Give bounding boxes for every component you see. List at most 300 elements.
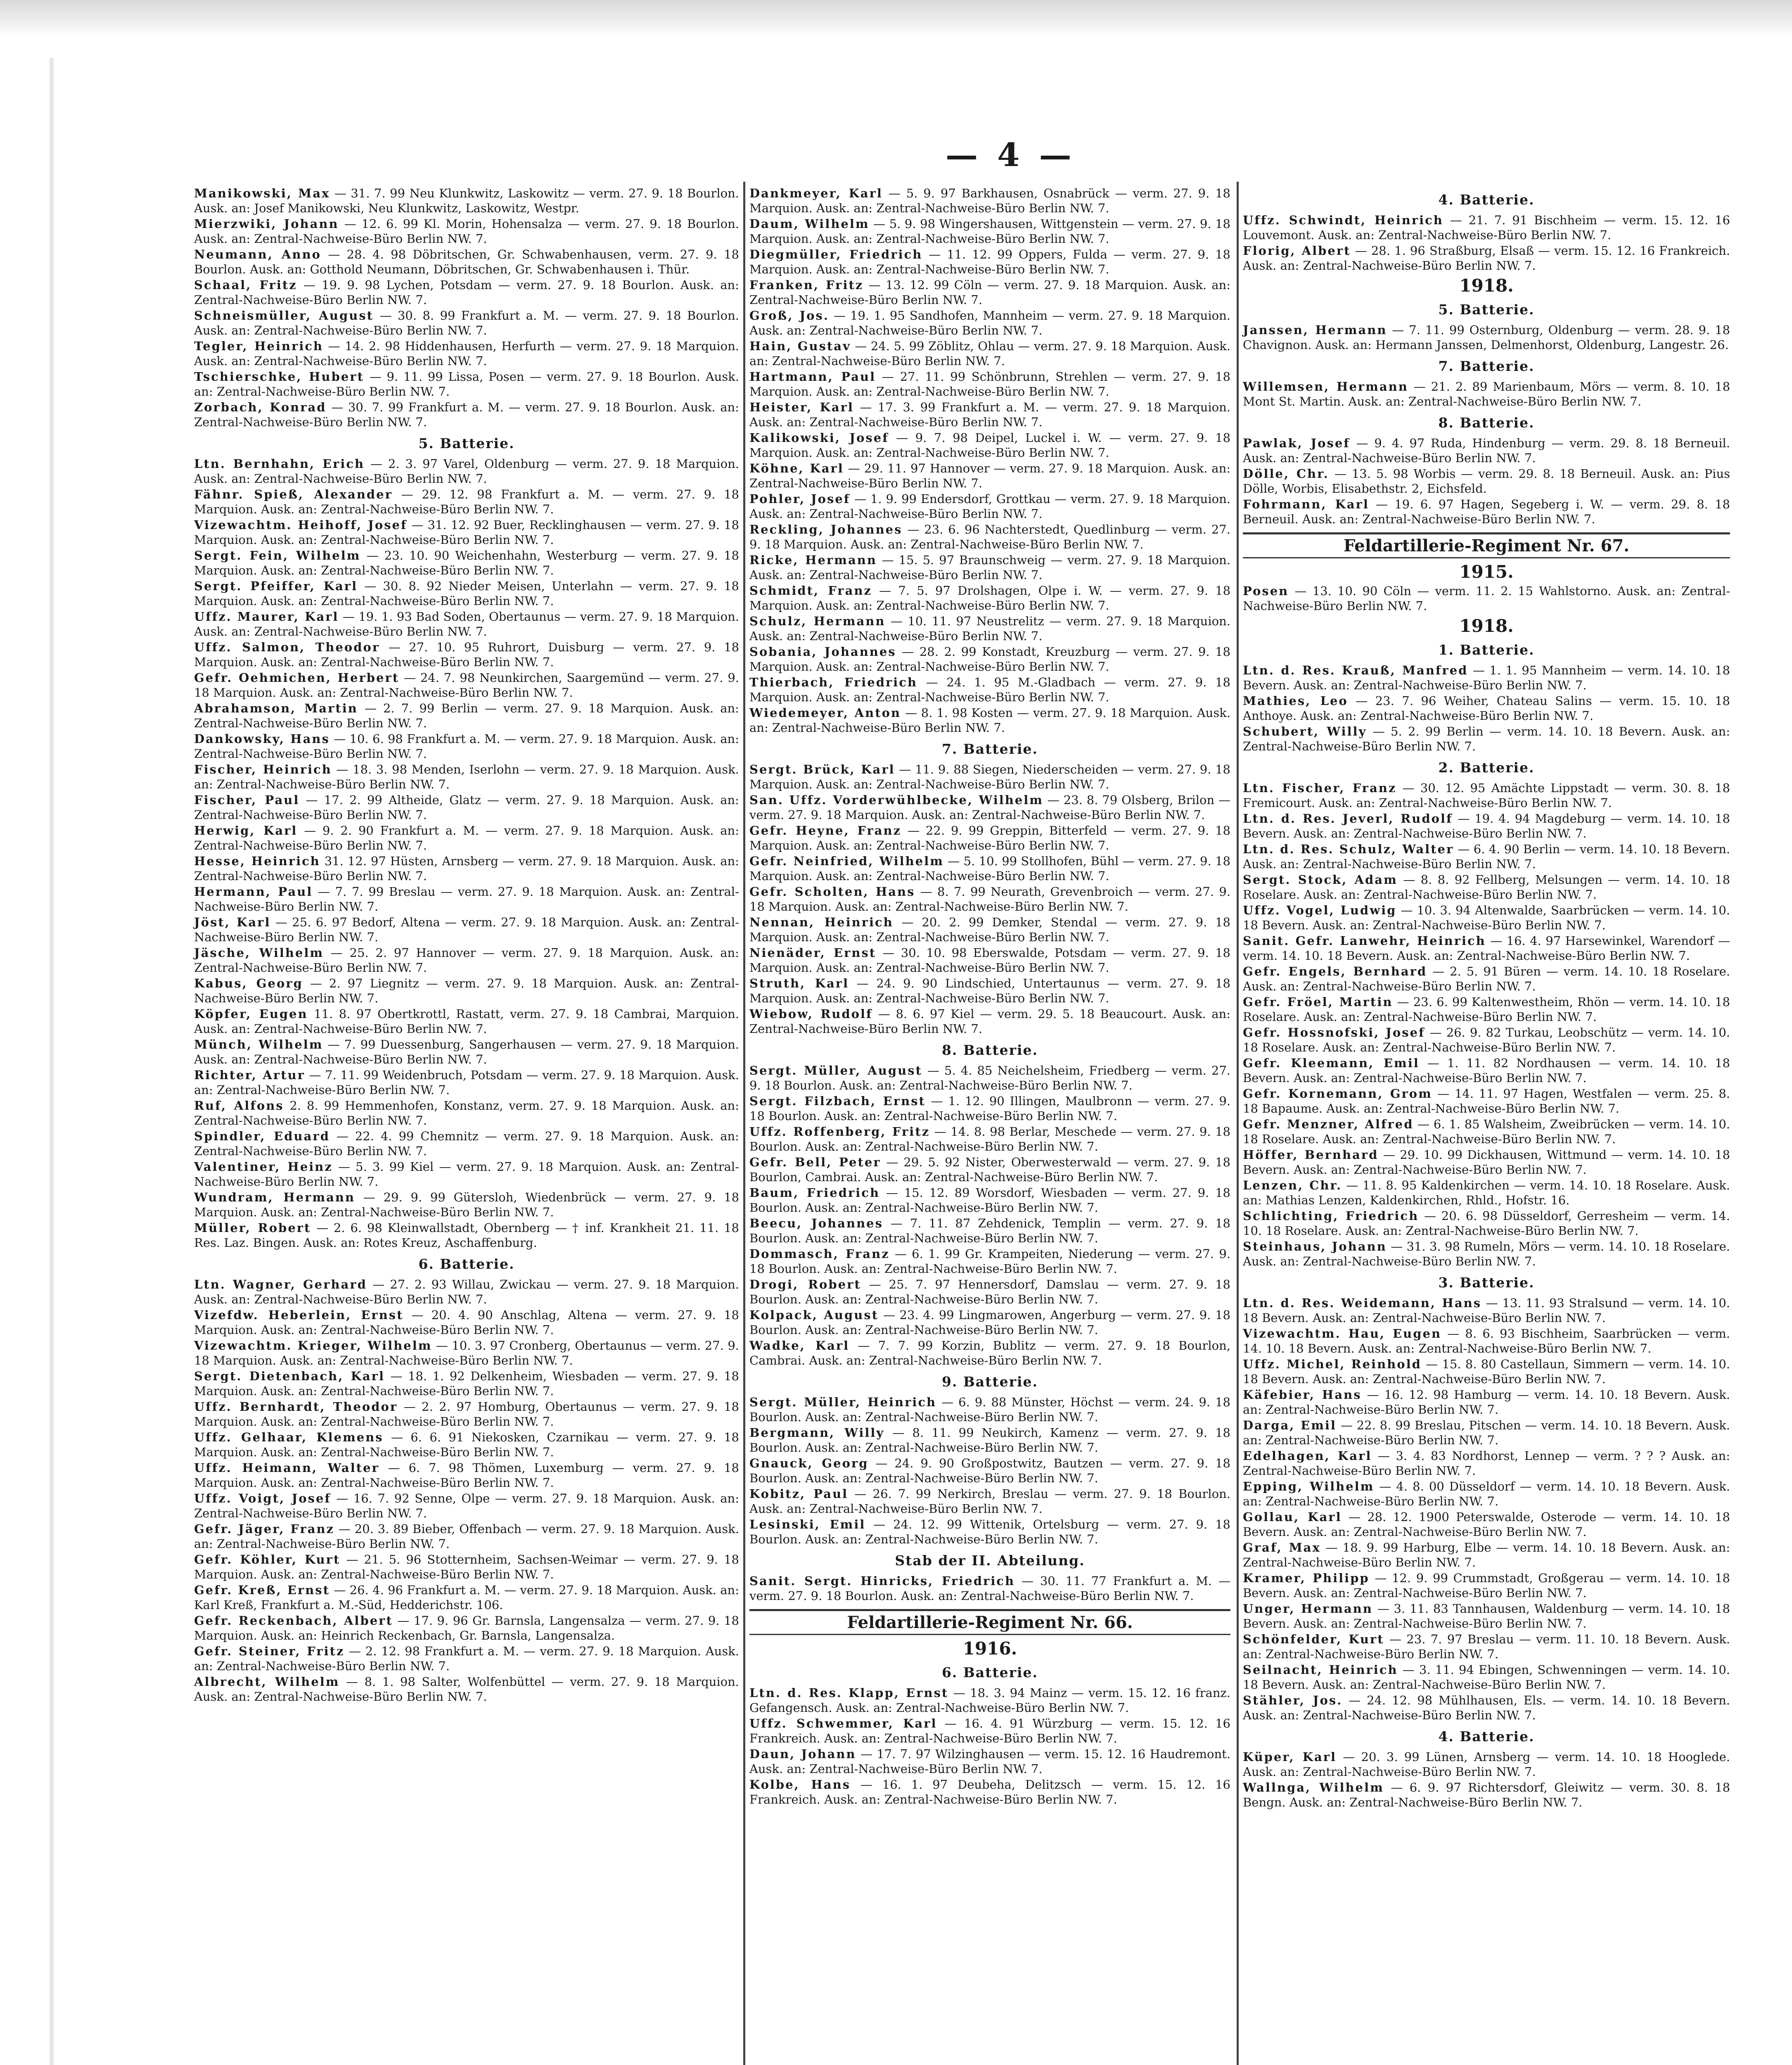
entry-details: — 23. 4. 99 Lingmarowen, Angerburg — verm. 27. 9. 18 Bourlon. Ausk. an: Zentral-Nachweise-Büro Berlin NW. 7. [749, 1308, 1230, 1337]
entry-name: Franken, Fritz [749, 278, 864, 292]
scan-top-edge [0, 0, 1792, 37]
casualty-entry [749, 1574, 1230, 1603]
entry-name: Dankowsky, Hans [194, 732, 330, 746]
entry-details: — 3. 11. 94 Ebingen, Schwenningen — verm. 14. 10. 18 Bevern. Ausk. an: Zentral-Nachweise-Büro Berlin NW. 7. [1243, 1663, 1730, 1692]
entry-name: Ruf, Alfons [194, 1099, 284, 1113]
entry-details: — 26. 4. 96 Frankfurt a. M. — verm. 27. 9. 18 Marquion. Ausk. an: Karl Kreß, Frankfurt a. M.-Süd, Hedderichstr. 106. [194, 1583, 739, 1612]
entry-name: Ltn. d. Res. Krauß, Manfred [1243, 663, 1468, 677]
casualty-entry [749, 1006, 1230, 1036]
casualty-entry [194, 1277, 739, 1307]
entry-name: Gefr. Kreß, Ernst [194, 1583, 330, 1597]
entry-name: Köhne, Karl [749, 461, 844, 475]
casualty-entry [194, 1552, 739, 1582]
entry-details: — 30. 11. 77 Frankfurt a. M. — verm. 27. 9. 18 Bourlon. Ausk. an: Zentral-Nachweise-Büro Berlin NW. 7. [749, 1574, 1231, 1603]
entry-details: — 29. 5. 92 Nister, Oberwesterwald — verm. 27. 9. 18 Bourlon, Cambrai. Ausk. an: Zentral-Nachweise-Büro Berlin NW. 7. [749, 1155, 1231, 1184]
entry-name: Uffz. Maurer, Karl [194, 610, 339, 624]
entry-details: — 21. 7. 91 Bischheim — verm. 15. 12. 16 Louvemont. Ausk. an: Zentral-Nachweise-Büro Berlin NW. 7. [1243, 213, 1730, 242]
entry-details: — 23. 8. 79 Olsberg, Brilon — verm. 27. 9. 18 Marquion. Ausk. an: Zentral-Nachweise-Büro Berlin NW. 7. [749, 793, 1230, 822]
entry-name: Gnauck, Georg [749, 1456, 869, 1470]
casualty-entry [1243, 584, 1730, 613]
casualty-entry [749, 1456, 1230, 1486]
entry-details: — 7. 11. 99 Weidenbruch, Potsdam — verm. 27. 9. 18 Marquion. Ausk. an: Zentral-Nachweise-Büro Berlin NW. 7. [194, 1068, 739, 1097]
entry-name: Vizewachtm. Krieger, Wilhelm [194, 1339, 432, 1353]
entry-details: — 17. 9. 96 Gr. Barnsla, Langensalza — verm. 27. 9. 18 Marquion. Ausk. an: Heinrich Reckenbach, Gr. Barnsla, Langensalza. [194, 1614, 740, 1643]
casualty-entry [1243, 1208, 1730, 1238]
entry-name: Sergt. Brück, Karl [749, 762, 895, 776]
entry-name: Diegmüller, Friedrich [749, 247, 923, 261]
battery-heading: 2. Batterie. [1438, 760, 1535, 776]
entry-name: Nienäder, Ernst [749, 946, 877, 960]
entry-details: — 26. 7. 99 Nerkirch, Breslau — verm. 27. 9. 18 Bourlon. Ausk. an: Zentral-Nachweise-Büro Berlin NW. 7. [749, 1487, 1231, 1516]
casualty-entry [194, 1098, 739, 1128]
casualty-entry [749, 1185, 1230, 1215]
entry-details: — 8. 7. 99 Neurath, Grevenbroich — verm. 27. 9. 18 Marquion. Ausk. an: Zentral-Nachweise-Büro Berlin NW. 7. [749, 885, 1231, 914]
casualty-entry [1243, 995, 1730, 1024]
casualty-entry [1243, 842, 1730, 871]
entry-name: Uffz. Schwindt, Heinrich [1243, 213, 1444, 227]
entry-details: — 5. 10. 99 Stollhofen, Bühl — verm. 27. 9. 18 Marquion. Ausk. an: Zentral-Nachweise-Büro Berlin NW. 7. [749, 854, 1230, 883]
casualty-entry [749, 1395, 1230, 1424]
casualty-entry [194, 1159, 739, 1189]
column-2 [749, 186, 1230, 1808]
entry-name: Sergt. Pfeiffer, Karl [194, 579, 358, 593]
entry-name: Kobitz, Paul [749, 1487, 849, 1501]
entry-details: — 16. 7. 92 Senne, Olpe — verm. 27. 9. 18 Marquion. Ausk. an: Zentral-Nachweise-Büro Berlin NW. 7. [194, 1491, 740, 1520]
entry-details: — 2. 5. 91 Büren — verm. 14. 10. 18 Roselare. Ausk. an: Zentral-Nachweise-Büro Berlin NW. 7. [1243, 964, 1730, 993]
casualty-entry [1243, 1540, 1730, 1570]
entry-name: Abrahamson, Martin [194, 701, 358, 715]
entry-name: Zorbach, Konrad [194, 400, 327, 414]
battery-heading: 7. Batterie. [941, 741, 1038, 757]
entry-name: Gefr. Fröel, Martin [1243, 995, 1393, 1009]
entry-name: Vizefdw. Heberlein, Ernst [194, 1308, 404, 1322]
entry-details: — 25. 6. 97 Bedorf, Altena — verm. 27. 9. 18 Marquion. Ausk. an: Zentral-Nachweise-Büro Berlin NW. 7. [194, 915, 739, 944]
entry-details: — 19. 9. 98 Lychen, Potsdam — verm. 27. 9. 18 Bourlon. Ausk. an: Zentral-Nachweise-Büro Berlin NW. 7. [194, 278, 740, 307]
entry-name: Daum, Wilhelm [749, 217, 870, 231]
entry-name: Kolpack, August [749, 1308, 879, 1322]
entry-details: — 23. 6. 96 Nachterstedt, Quedlinburg — verm. 27. 9. 18 Marquion. Ausk. an: Zentral-Nachweise-Büro Berlin NW. 7. [749, 522, 1231, 551]
entry-name: Stähler, Jos. [1243, 1693, 1343, 1707]
casualty-entry [749, 186, 1230, 216]
binding-fold [50, 58, 54, 2065]
entry-details: — 29. 10. 99 Dickhausen, Wittmund — verm. 14. 10. 18 Bevern. Ausk. an: Zentral-Nachweise-Büro Berlin NW. 7. [1243, 1148, 1730, 1177]
casualty-entry [194, 339, 739, 368]
entry-name: Drogi, Robert [749, 1277, 861, 1291]
entry-name: Wallnga, Wilhelm [1243, 1780, 1384, 1794]
casualty-entry [194, 1369, 739, 1398]
entry-details: — 24. 12. 99 Wittenik, Ortelsburg — verm. 27. 9. 18 Bourlon. Ausk. an: Zentral-Nachweise-Büro Berlin NW. 7. [749, 1517, 1230, 1546]
casualty-entry [749, 1486, 1230, 1516]
column-3 [1243, 186, 1730, 1811]
casualty-entry [194, 186, 739, 216]
entry-name: Sergt. Müller, Heinrich [749, 1395, 937, 1409]
entry-name: Uffz. Salmon, Theodor [194, 640, 380, 654]
entry-details: — 17. 3. 99 Frankfurt a. M. — verm. 27. 9. 18 Marquion. Ausk. an: Zentral-Nachweise-Büro Berlin NW. 7. [749, 400, 1230, 429]
entry-details: — 23. 7. 96 Weiher, Chateau Salins — verm. 15. 10. 18 Anthoye. Ausk. an: Zentral-Nachweise-Büro Berlin NW. 7. [1243, 694, 1730, 723]
entry-details: — 6. 9. 88 Münster, Höchst — verm. 24. 9. 18 Bourlon. Ausk. an: Zentral-Nachweise-Büro Berlin NW. 7. [749, 1395, 1230, 1424]
entry-details: — 2. 2. 97 Homburg, Obertaunus — verm. 27. 9. 18 Marquion. Ausk. an: Zentral-Nachweise-Büro Berlin NW. 7. [194, 1400, 740, 1429]
casualty-entry [1243, 1357, 1730, 1386]
entry-details: — 1. 9. 99 Endersdorf, Grottkau — verm. 27. 9. 18 Marquion. Ausk. an: Zentral-Nachweise-Büro Berlin NW. 7. [749, 492, 1230, 521]
entry-details: — 5. 9. 97 Barkhausen, Osnabrück — verm. 27. 9. 18 Marquion. Ausk. an: Zentral-Nachweise-Büro Berlin NW. 7. [749, 186, 1230, 215]
casualty-entry [1243, 466, 1730, 496]
entry-name: Manikowski, Max [194, 186, 330, 200]
casualty-entry [194, 1338, 739, 1368]
entry-details: — 24. 1. 95 M.-Gladbach — verm. 27. 9. 18 Marquion. Ausk. an: Zentral-Nachweise-Büro Berlin NW. 7. [749, 675, 1231, 704]
casualty-entry [1243, 1780, 1730, 1810]
entry-name: Mathies, Leo [1243, 694, 1348, 708]
entry-details: — 24. 5. 99 Zöblitz, Ohlau — verm. 27. 9. 18 Marquion. Ausk. an: Zentral-Nachweise-Büro Berlin NW. 7. [749, 339, 1231, 368]
entry-details: — 1. 1. 95 Mannheim — verm. 14. 10. 18 Bevern. Ausk. an: Zentral-Nachweise-Büro Berlin NW. 7. [1243, 663, 1730, 692]
entry-name: Uffz. Bernhardt, Theodor [194, 1400, 398, 1414]
battery-heading: 4. Batterie. [1438, 1728, 1535, 1745]
entry-name: Sergt. Dietenbach, Karl [194, 1369, 385, 1383]
entry-details: — 30. 7. 99 Frankfurt a. M. — verm. 27. 9. 18 Bourlon. Ausk. an: Zentral-Nachweise-Büro Berlin NW. 7. [194, 400, 739, 429]
entry-name: Schönfelder, Kurt [1243, 1632, 1384, 1646]
entry-details: — 20. 4. 90 Anschlag, Altena — verm. 27. 9. 18 Marquion. Ausk. an: Zentral-Nachweise-Büro Berlin NW. 7. [194, 1308, 739, 1337]
casualty-entry [749, 583, 1230, 613]
entry-details: — 25. 2. 97 Hannover — verm. 27. 9. 18 Marquion. Ausk. an: Zentral-Nachweise-Büro Berlin NW. 7. [194, 946, 739, 975]
entry-name: Vizewachtm. Heihoff, Josef [194, 518, 408, 532]
casualty-entry [1243, 1056, 1730, 1085]
entry-name: Sergt. Müller, August [749, 1063, 922, 1078]
entry-details: — 10. 3. 94 Altenwalde, Saarbrücken — verm. 14. 10. 18 Bevern. Ausk. an: Zentral-Nachweise-Büro Berlin NW. 7. [1243, 903, 1730, 932]
entry-name: Gollau, Karl [1243, 1510, 1342, 1524]
entry-name: Münch, Wilhelm [194, 1037, 323, 1051]
casualty-entry [1243, 1693, 1730, 1723]
year-heading: 1918. [1459, 275, 1514, 296]
entry-details: — 19. 1. 95 Sandhofen, Mannheim — verm. 27. 9. 18 Marquion. Ausk. an: Zentral-Nachweise-Büro Berlin NW. 7. [749, 309, 1230, 337]
casualty-entry [749, 400, 1230, 430]
casualty-entry [1243, 1749, 1730, 1779]
entry-details: — 12. 6. 99 Kl. Morin, Hohensalza — verm. 27. 9. 18 Bourlon. Ausk. an: Zentral-Nachweise-Büro Berlin NW. 7. [194, 217, 739, 246]
entry-name: Uffz. Gelhaar, Klemens [194, 1430, 384, 1444]
entry-details: — 2. 6. 98 Kleinwallstadt, Obernberg — † inf. Krankheit 21. 11. 18 Res. Laz. Bingen. Ausk. an: Rotes Kreuz, Aschaffenburg. [194, 1221, 739, 1250]
battery-heading: 5. Batterie. [1438, 301, 1535, 318]
entry-details: — 7. 11. 99 Osternburg, Oldenburg — verm. 28. 9. 18 Chavignon. Ausk. an: Hermann Janssen, Delmenhorst, Oldenburg, Langestr. 26. [1243, 323, 1730, 352]
entry-details: — 20. 3. 99 Lünen, Arnsberg — verm. 14. 10. 18 Hooglede. Ausk. an: Zentral-Nachweise-Büro Berlin NW. 7. [1243, 1750, 1730, 1779]
entry-details: — 5. 2. 99 Berlin — verm. 14. 10. 18 Bevern. Ausk. an: Zentral-Nachweise-Büro Berlin NW. 7. [1243, 724, 1730, 753]
entry-details: — 7. 11. 87 Zehdenick, Templin — verm. 27. 9. 18 Bourlon. Ausk. an: Zentral-Nachweise-Büro Berlin NW. 7. [749, 1216, 1230, 1245]
entry-details: — 15. 5. 97 Braunschweig — verm. 27. 9. 18 Marquion. Ausk. an: Zentral-Nachweise-Büro Berlin NW. 7. [749, 553, 1230, 582]
casualty-entry [194, 1583, 739, 1612]
casualty-entry [194, 1220, 739, 1250]
casualty-entry [194, 945, 739, 975]
entry-name: Tegler, Heinrich [194, 339, 324, 353]
entry-details: — 23. 7. 97 Breslau — verm. 11. 10. 18 Bevern. Ausk. an: Zentral-Nachweise-Büro Berlin NW. 7. [1243, 1632, 1730, 1661]
page-number: — 4 — [946, 136, 1076, 174]
entry-name: Schubert, Willy [1243, 724, 1367, 738]
entry-name: Schaal, Fritz [194, 278, 297, 292]
entry-details: — 8. 11. 99 Neukirch, Kamenz — verm. 27. 9. 18 Bourlon. Ausk. an: Zentral-Nachweise-Büro Berlin NW. 7. [749, 1426, 1230, 1455]
battery-heading: 7. Batterie. [1438, 358, 1535, 374]
casualty-entry [749, 854, 1230, 883]
entry-name: Seilnacht, Heinrich [1243, 1663, 1398, 1677]
entry-name: Kabus, Georg [194, 976, 303, 990]
entry-details: — 14. 8. 98 Berlar, Meschede — verm. 27. 9. 18 Bourlon. Ausk. an: Zentral-Nachweise-Büro Berlin NW. 7. [749, 1125, 1231, 1154]
casualty-entry [749, 308, 1230, 338]
entry-name: Valentiner, Heinz [194, 1160, 333, 1174]
battery-heading: 6. Batterie. [418, 1256, 515, 1272]
entry-details: — 27. 10. 95 Ruhrort, Duisburg — verm. 27. 9. 18 Marquion. Ausk. an: Zentral-Nachweise-Büro Berlin NW. 7. [194, 640, 740, 669]
entry-details: — 14. 11. 97 Hagen, Westfalen — verm. 25. 8. 18 Bapaume. Ausk. an: Zentral-Nachweise-Büro Berlin NW. 7. [1243, 1087, 1730, 1116]
entry-details: — 31. 12. 92 Buer, Recklinghausen — verm. 27. 9. 18 Marquion. Ausk. an: Zentral-Nachweise-Büro Berlin NW. 7. [194, 518, 740, 547]
entry-details: — 31. 7. 99 Neu Klunkwitz, Laskowitz — verm. 27. 9. 18 Bourlon. Ausk. an: Josef Manikowski, Neu Klunkwitz, Laskowitz, Westpr. [194, 186, 740, 215]
entry-name: Wiedemeyer, Anton [749, 706, 901, 720]
entry-name: Thierbach, Friedrich [749, 675, 918, 689]
entry-name: Reckling, Johannes [749, 522, 903, 536]
entry-name: Beecu, Johannes [749, 1216, 883, 1230]
battery-heading: 1. Batterie. [1438, 642, 1535, 658]
entry-details: — 22. 9. 99 Greppin, Bitterfeld — verm. 27. 9. 18 Marquion. Ausk. an: Zentral-Nachweise-Büro Berlin NW. 7. [749, 824, 1230, 852]
casualty-entry [749, 339, 1230, 368]
entry-details: — 3. 11. 83 Tannhausen, Waldenburg — verm. 14. 10. 18 Bevern. Ausk. an: Zentral-Nachweise-Büro Berlin NW. 7. [1243, 1602, 1730, 1631]
entry-details: — 28. 2. 99 Konstadt, Kreuzburg — verm. 27. 9. 18 Marquion. Ausk. an: Zentral-Nachweise-Büro Berlin NW. 7. [749, 645, 1231, 674]
casualty-entry [194, 670, 739, 700]
entry-name: Gefr. Steiner, Fritz [194, 1644, 345, 1658]
casualty-entry [749, 614, 1230, 643]
entry-details: — 23. 10. 90 Weichenhahn, Westerburg — verm. 27. 9. 18 Marquion. Ausk. an: Zentral-Nachweise-Büro Berlin NW. 7. [194, 548, 740, 577]
entry-name: Wadke, Karl [749, 1339, 850, 1353]
casualty-entry [194, 1613, 739, 1643]
battery-heading: Stab der II. Abteilung. [895, 1552, 1085, 1569]
casualty-entry [1243, 1178, 1730, 1208]
entry-details: — 13. 5. 98 Worbis — verm. 29. 8. 18 Berneuil. Ausk. an: Pius Dölle, Worbis, Elisabethstr. 2, Eichsfeld. [1243, 467, 1730, 496]
entry-name: Jäsche, Wilhelm [194, 946, 324, 960]
battery-heading: 8. Batterie. [941, 1042, 1038, 1058]
entry-name: Fischer, Heinrich [194, 762, 332, 776]
casualty-entry [749, 1246, 1230, 1276]
entry-name: Gefr. Engels, Bernhard [1243, 964, 1427, 978]
entry-name: Gefr. Oehmichen, Herbert [194, 671, 400, 685]
casualty-entry [749, 1063, 1230, 1093]
casualty-entry [749, 1216, 1230, 1246]
entry-name: Tschierschke, Hubert [194, 370, 364, 384]
entry-details: — 8. 6. 93 Bischheim, Saarbrücken — verm. 14. 10. 18 Bevern. Ausk. an: Zentral-Nachweise-Büro Berlin NW. 7. [1243, 1327, 1730, 1355]
regiment-title: Feldartillerie-Regiment Nr. 66. [847, 1613, 1133, 1632]
entry-name: Pawlak, Josef [1243, 436, 1350, 450]
casualty-entry [194, 216, 739, 246]
casualty-entry [749, 884, 1230, 914]
entry-name: Käfebier, Hans [1243, 1388, 1362, 1402]
casualty-entry [194, 369, 739, 399]
entry-name: Dommasch, Franz [749, 1247, 890, 1261]
entry-name: San. Uffz. Vorderwühlbecke, Wilhelm [749, 793, 1043, 807]
column-rule-2 [1237, 182, 1239, 2065]
casualty-entry [749, 1685, 1230, 1715]
entry-name: Richter, Artur [194, 1068, 305, 1082]
entry-details: — 20. 2. 99 Demker, Stendal — verm. 27. 9. 18 Marquion. Ausk. an: Zentral-Nachweise-Büro Berlin NW. 7. [749, 915, 1231, 944]
entry-details: — 15. 12. 89 Worsdorf, Wiesbaden — verm. 27. 9. 18 Bourlon. Ausk. an: Zentral-Nachweise-Büro Berlin NW. 7. [749, 1186, 1230, 1215]
entry-details: — 24. 9. 90 Großpostwitz, Bautzen — verm. 27. 9. 18 Bourlon. Ausk. an: Zentral-Nachweise-Büro Berlin NW. 7. [749, 1456, 1230, 1485]
casualty-entry [194, 640, 739, 669]
entry-name: Janssen, Hermann [1243, 323, 1387, 337]
entry-name: Lesinski, Emil [749, 1517, 866, 1531]
casualty-entry [1243, 663, 1730, 693]
casualty-entry [194, 1190, 739, 1220]
entry-details: — 6. 7. 98 Thömen, Luxemburg — verm. 27. 9. 18 Marquion. Ausk. an: Zentral-Nachweise-Büro Berlin NW. 7. [194, 1461, 739, 1490]
entry-details: — 6. 1. 99 Gr. Krampeiten, Niederung — verm. 27. 9. 18 Bourlon. Ausk. an: Zentral-Nachweise-Büro Berlin NW. 7. [749, 1247, 1231, 1276]
entry-details: — 16. 4. 91 Würzburg — verm. 15. 12. 16 Frankreich. Ausk. an: Zentral-Nachweise-Büro Berlin NW. 7. [749, 1716, 1231, 1745]
entry-details: — 11. 12. 99 Oppers, Fulda — verm. 27. 9. 18 Marquion. Ausk. an: Zentral-Nachweise-Büro Berlin NW. 7. [749, 247, 1230, 276]
entry-name: Uffz. Heimann, Walter [194, 1461, 379, 1475]
entry-details: — 1. 12. 90 Illingen, Maulbronn — verm. 27. 9. 18 Bourlon. Ausk. an: Zentral-Nachweise-Büro Berlin NW. 7. [749, 1094, 1231, 1123]
casualty-entry [194, 793, 739, 822]
regiment-title: Feldartillerie-Regiment Nr. 67. [1343, 536, 1630, 555]
casualty-entry [194, 1460, 739, 1490]
casualty-entry [749, 522, 1230, 552]
casualty-entry [1243, 724, 1730, 754]
casualty-entry [1243, 903, 1730, 933]
entry-details: — 29. 9. 99 Gütersloh, Wiedenbrück — verm. 27. 9. 18 Marquion. Ausk. an: Zentral-Nachweise-Büro Berlin NW. 7. [194, 1190, 740, 1219]
entry-details: — 15. 8. 80 Castellaun, Simmern — verm. 14. 10. 18 Bevern. Ausk. an: Zentral-Nachweise-Büro Berlin NW. 7. [1243, 1357, 1730, 1386]
casualty-entry [749, 675, 1230, 705]
casualty-entry [749, 823, 1230, 853]
entry-name: Posen [1243, 584, 1289, 598]
entry-name: Ltn. Wagner, Gerhard [194, 1277, 367, 1291]
entry-details: — 28. 4. 98 Döbritschen, Gr. Schwabenhausen, verm. 27. 9. 18 Bourlon. Ausk. an: Gotthold Neumann, Döbritschen, Gr. Schwabenhausen i. Thür. [194, 247, 739, 276]
entry-details: — 28. 12. 1900 Peterswalde, Osterode — verm. 14. 10. 18 Bevern. Ausk. an: Zentral-Nachweise-Büro Berlin NW. 7. [1243, 1510, 1730, 1539]
entry-details: — 18. 3. 98 Menden, Iserlohn — verm. 27. 9. 18 Marquion. Ausk. an: Zentral-Nachweise-Büro Berlin NW. 7. [194, 762, 739, 791]
casualty-entry [749, 945, 1230, 975]
casualty-entry [749, 644, 1230, 674]
casualty-entry [194, 548, 739, 578]
entry-name: Höffer, Bernhard [1243, 1148, 1379, 1162]
entry-name: Struth, Karl [749, 976, 849, 990]
casualty-entry [749, 793, 1230, 822]
casualty-entry [194, 701, 739, 731]
entry-name: Epping, Wilhelm [1243, 1479, 1375, 1493]
entry-details: — 22. 8. 99 Breslau, Pitschen — verm. 14. 10. 18 Bevern. Ausk. an: Zentral-Nachweise-Büro Berlin NW. 7. [1243, 1418, 1730, 1447]
entry-name: Lenzen, Chr. [1243, 1178, 1342, 1192]
casualty-entry [194, 976, 739, 1006]
entry-details: — 10. 6. 98 Frankfurt a. M. — verm. 27. 9. 18 Marquion. Ausk. an: Zentral-Nachweise-Büro Berlin NW. 7. [194, 732, 740, 761]
casualty-entry [194, 762, 739, 792]
casualty-entry [749, 1517, 1230, 1547]
entry-name: Hesse, Heinrich [194, 854, 320, 868]
entry-details: — 22. 4. 99 Chemnitz — verm. 27. 9. 18 Marquion. Ausk. an: Zentral-Nachweise-Büro Berlin NW. 7. [194, 1129, 739, 1158]
entry-name: Mierzwiki, Johann [194, 217, 339, 231]
entry-details: — 8. 8. 92 Fellberg, Melsungen — verm. 14. 10. 18 Roselare. Ausk. an: Zentral-Nachweise-Büro Berlin NW. 7. [1243, 873, 1730, 902]
entry-name: Fähnr. Spieß, Alexander [194, 487, 393, 501]
casualty-entry [194, 823, 739, 853]
regiment-header [1243, 532, 1730, 558]
entry-name: Edelhagen, Karl [1243, 1449, 1372, 1463]
entry-name: Albrecht, Wilhelm [194, 1675, 340, 1689]
entry-details: — 5. 9. 98 Wingershausen, Wittgenstein — verm. 27. 9. 18 Marquion. Ausk. an: Zentral-Nachweise-Büro Berlin NW. 7. [749, 217, 1231, 246]
entry-name: Uffz. Roffenberg, Fritz [749, 1125, 930, 1139]
entry-name: Gefr. Jäger, Franz [194, 1522, 335, 1536]
casualty-entry [1243, 1326, 1730, 1356]
entry-details: — 20. 6. 98 Düsseldorf, Gerresheim — verm. 14. 10. 18 Roselare. Ausk. an: Zentral-Nachweise-Büro Berlin NW. 7. [1243, 1209, 1730, 1238]
casualty-entry [1243, 379, 1730, 409]
entry-details: — 1. 11. 82 Nordhausen — verm. 14. 10. 18 Bevern. Ausk. an: Zentral-Nachweise-Büro Berlin NW. 7. [1243, 1056, 1730, 1085]
casualty-entry [749, 915, 1230, 945]
casualty-entry [749, 976, 1230, 1006]
entry-name: Gefr. Scholten, Hans [749, 885, 915, 899]
casualty-entry [194, 1430, 739, 1460]
casualty-entry [1243, 1086, 1730, 1116]
entry-details: — 26. 9. 82 Turkau, Leobschütz — verm. 14. 10. 18 Roselare. Ausk. an: Zentral-Nachweise-Büro Berlin NW. 7. [1243, 1025, 1730, 1054]
casualty-entry [749, 1716, 1230, 1746]
entry-name: Hermann, Paul [194, 885, 313, 899]
entry-name: Darga, Emil [1243, 1418, 1337, 1432]
battery-heading: 6. Batterie. [941, 1664, 1038, 1680]
casualty-entry [749, 1777, 1230, 1807]
entry-details: — 28. 1. 96 Straßburg, Elsaß — verm. 15. 12. 16 Frankreich. Ausk. an: Zentral-Nachweise-Büro Berlin NW. 7. [1243, 244, 1730, 273]
entry-details: — 16. 1. 97 Deubeha, Delitzsch — verm. 15. 12. 16 Frankreich. Ausk. an: Zentral-Nachweise-Büro Berlin NW. 7. [749, 1778, 1230, 1806]
entry-name: Kalikowski, Josef [749, 431, 889, 445]
entry-details: — 17. 7. 97 Wilzinghausen — verm. 15. 12. 16 Haudremont. Ausk. an: Zentral-Nachweise-Büro Berlin NW. 7. [749, 1747, 1231, 1776]
casualty-entry [1243, 693, 1730, 723]
entry-details: — 30. 12. 95 Amächte Lippstadt — verm. 30. 8. 18 Fremicourt. Ausk. an: Zentral-Nachweise-Büro Berlin NW. 7. [1243, 781, 1730, 810]
entry-name: Baum, Friedrich [749, 1186, 880, 1200]
casualty-entry [749, 491, 1230, 521]
casualty-entry [749, 1308, 1230, 1337]
casualty-entry [194, 517, 739, 547]
entry-details: — 3. 4. 83 Nordhorst, Lennep — verm. ? ? ? Ausk. an: Zentral-Nachweise-Büro Berlin NW. 7. [1243, 1449, 1730, 1478]
casualty-entry [1243, 933, 1730, 963]
entry-name: Vizewachtm. Hau, Eugen [1243, 1327, 1442, 1341]
casualty-entry [749, 461, 1230, 491]
entry-name: Florig, Albert [1243, 244, 1351, 258]
casualty-entry [194, 278, 739, 307]
entry-name: Ricke, Hermann [749, 553, 877, 567]
casualty-entry [1243, 1510, 1730, 1539]
entry-details: 2. 8. 99 Hemmenhofen, Konstanz, verm. 27. 9. 18 Marquion. Ausk. an: Zentral-Nachweise-Büro Berlin NW. 7. [194, 1099, 740, 1127]
entry-details: — 17. 2. 99 Altheide, Glatz — verm. 27. 9. 18 Marquion. Ausk. an: Zentral-Nachweise-Büro Berlin NW. 7. [194, 793, 740, 822]
casualty-entry [1243, 1479, 1730, 1509]
year-heading: 1915. [1459, 562, 1514, 582]
entry-details: — 9. 11. 99 Lissa, Posen — verm. 27. 9. 18 Bourlon. Ausk. an: Zentral-Nachweise-Büro Berlin NW. 7. [194, 370, 739, 399]
casualty-entry [194, 1037, 739, 1067]
entry-name: Gefr. Heyne, Franz [749, 824, 902, 838]
entry-name: Groß, Jos. [749, 309, 829, 323]
casualty-entry [194, 487, 739, 517]
casualty-entry [749, 1094, 1230, 1123]
casualty-entry [1243, 436, 1730, 465]
entry-name: Küper, Karl [1243, 1750, 1337, 1764]
entry-name: Gefr. Kornemann, Grom [1243, 1087, 1432, 1101]
casualty-entry [1243, 811, 1730, 841]
casualty-entry [1243, 1147, 1730, 1177]
entry-details: — 11. 9. 88 Siegen, Niederscheiden — verm. 27. 9. 18 Marquion. Ausk. an: Zentral-Nachweise-Büro Berlin NW. 7. [749, 762, 1231, 791]
entry-details: — 8. 1. 98 Salter, Wolfenbüttel — verm. 27. 9. 18 Marquion. Ausk. an: Zentral-Nachweise-Büro Berlin NW. 7. [194, 1675, 740, 1704]
battery-heading: 3. Batterie. [1438, 1275, 1535, 1291]
casualty-entry [749, 1155, 1230, 1184]
entry-details: — 21. 5. 96 Stotternheim, Sachsen-Weimar — verm. 27. 9. 18 Marquion. Ausk. an: Zentral-Nachweise-Büro Berlin NW. 7. [194, 1552, 739, 1581]
entry-name: Unger, Hermann [1243, 1602, 1373, 1616]
casualty-entry [1243, 1448, 1730, 1478]
casualty-entry [1243, 1239, 1730, 1269]
entry-details: — 25. 7. 97 Hennersdorf, Damslau — verm. 27. 9. 18 Bourlon. Ausk. an: Zentral-Nachweise-Büro Berlin NW. 7. [749, 1277, 1231, 1306]
casualty-entry [749, 1338, 1230, 1368]
casualty-entry [1243, 497, 1730, 527]
entry-name: Ltn. Fischer, Franz [1243, 781, 1397, 795]
entry-name: Uffz. Schwemmer, Karl [749, 1716, 937, 1730]
battery-heading: 9. Batterie. [941, 1374, 1038, 1390]
casualty-entry [194, 456, 739, 486]
entry-details: — 12. 9. 99 Crummstadt, Großgerau — verm. 14. 10. 18 Bevern. Ausk. an: Zentral-Nachweise-Büro Berlin NW. 7. [1243, 1571, 1730, 1600]
entry-name: Gefr. Köhler, Kurt [194, 1552, 341, 1567]
casualty-entry [1243, 1117, 1730, 1146]
casualty-entry [749, 247, 1230, 277]
casualty-entry [194, 1308, 739, 1337]
entry-name: Steinhaus, Johann [1243, 1239, 1387, 1253]
entry-details: — 27. 11. 99 Schönbrunn, Strehlen — verm. 27. 9. 18 Marquion. Ausk. an: Zentral-Nachweise-Büro Berlin NW. 7. [749, 370, 1231, 399]
entry-details: — 6. 6. 91 Niekosken, Czarnikau — verm. 27. 9. 18 Marquion. Ausk. an: Zentral-Nachweise-Büro Berlin NW. 7. [194, 1430, 739, 1459]
battery-heading: 8. Batterie. [1438, 415, 1535, 431]
